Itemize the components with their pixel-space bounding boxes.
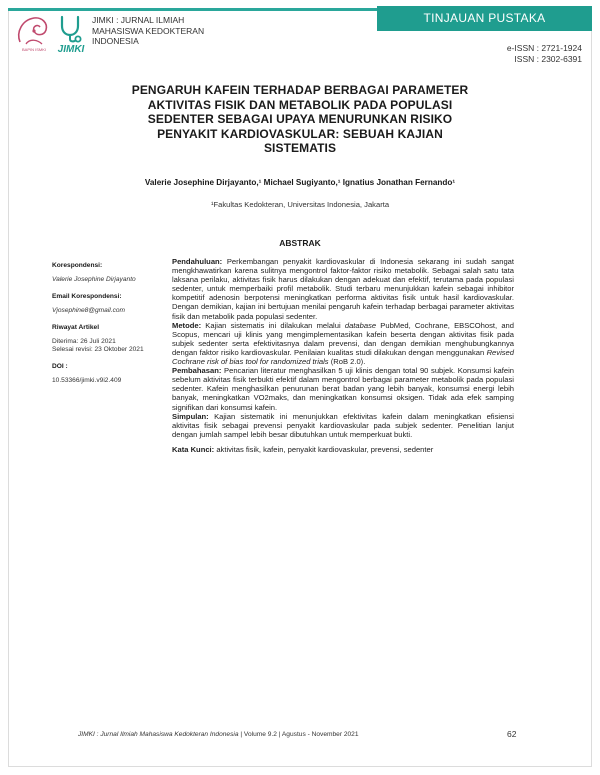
history-label: Riwayat Artikel bbox=[52, 323, 100, 331]
section-label-conclusion: Simpulan: bbox=[172, 411, 209, 421]
title-line: SEDENTER SEBAGAI UPAYA MENURUNKAN RISIKO bbox=[147, 112, 453, 126]
abstract-intro bbox=[172, 257, 514, 321]
keywords-text: aktivitas fisik, kafein, penyakit kardiovaskular, prevensi, sedenter bbox=[214, 444, 434, 454]
journal-name-line: MAHASISWA KEDOKTERAN bbox=[92, 25, 205, 36]
section-text-italic: Revised Cochrane risk of bias tool for randomized trials bbox=[172, 347, 514, 367]
received-date: Diterima: 26 Juli 2021 bbox=[52, 338, 116, 346]
bapin-emblem-icon bbox=[12, 14, 56, 48]
authors: Valerie Josephine Dirjayanto,¹ Michael Sugiyanto,¹ Ignatius Jonathan Fernando¹ bbox=[144, 178, 456, 187]
section-label: TINJAUAN PUSTAKA bbox=[377, 6, 592, 31]
keywords-label: Kata Kunci: bbox=[172, 444, 215, 454]
bapin-logo-caption: BAPIN ISMKI bbox=[21, 47, 46, 52]
journal-name-line: INDONESIA bbox=[92, 36, 139, 46]
title-line: SISTEMATIS bbox=[263, 141, 337, 155]
journal-name-line: JIMKI : JURNAL ILMIAH bbox=[92, 15, 185, 25]
issn-block bbox=[507, 43, 582, 65]
abstract-body bbox=[172, 257, 514, 454]
journal-name bbox=[92, 15, 204, 47]
revised-date: Selesai revisi: 23 Oktober 2021 bbox=[52, 346, 144, 354]
jimki-logo bbox=[54, 14, 88, 58]
title-line: AKTIVITAS FISIK DAN METABOLIK PADA POPULASI bbox=[147, 97, 453, 112]
correspondence-label: Korespondensi: bbox=[52, 262, 103, 269]
footer-journal: JIMKI : Jurnal Ilmiah Mahasiswa Kedokteran Indonesia bbox=[78, 731, 239, 738]
bapin-logo bbox=[12, 14, 56, 56]
keywords bbox=[172, 445, 514, 454]
doi-label: DOI : bbox=[52, 362, 68, 370]
article-title bbox=[60, 83, 540, 156]
page-footer bbox=[78, 731, 359, 738]
abstract-conclusion bbox=[172, 412, 514, 439]
affiliation: ¹Fakultas Kedokteran, Universitas Indonesia, Jakarta bbox=[210, 200, 390, 209]
eissn: e-ISSN : 2721-1924 bbox=[506, 43, 582, 53]
section-text: Kajian sistematis ini dilakukan melalui bbox=[201, 320, 345, 330]
jimki-logo-mark: JIMKI bbox=[57, 44, 85, 55]
section-label-intro: Pendahuluan: bbox=[172, 257, 223, 266]
title-line: PENYAKIT KARDIOVASKULAR: SEBUAH KAJIAN bbox=[157, 126, 443, 141]
article-info-sidebar bbox=[52, 262, 164, 394]
footer-volume: | Volume 9.2 | Agustus - November 2021 bbox=[238, 731, 359, 738]
abstract-discussion bbox=[172, 366, 514, 411]
section-text: (RoB 2.0). bbox=[328, 357, 366, 367]
email-value[interactable]: Vjosephine8@gmail.com bbox=[52, 307, 126, 315]
title-line: PENGARUH KAFEIN TERHADAP BERBAGAI PARAMETER bbox=[131, 83, 469, 97]
correspondence-value: Valerie Josephine Dirjayanto bbox=[52, 276, 136, 284]
section-text: Kajian sistematik ini menunjukkan efektivitas kafein dalam meningkatkan efisiensi aktivitas fisik sebagai prevensi penyakit kardiovaskular pada subjek sedenter. Penelitian lanjut dengan jumlah sampel lebih besar dibutuhkan untuk memperkuat bukti. bbox=[172, 411, 514, 439]
abstract-method bbox=[172, 321, 514, 366]
section-text: Perkembangan penyakit kardiovaskular di Indonesia sekarang ini sudah sangat mengkhawatirkan karena sulitnya mengontrol faktor-faktor risiko metabolik. Sebagai salah satu tata laksana perilaku, aktivitas fisik harus dilakukan dengan adekuat dan efektif, terutama pada populasi sedenter, untuk memperbaiki profil metabolik. Studi terbaru menunjukkan kafein sebagai inhibitor kompetitif adenosin berpotensi meningkatkan performa aktivitas fisik untuk hasil kardiovaskular. Dengan demikian, kajian ini bertujuan menilai pengaruh kafein terhadap berbagai parameter aktivitas fisik dan metabolik pada populasi sedenter. bbox=[172, 257, 514, 321]
page-number: 62 bbox=[507, 729, 517, 739]
section-label-method: Metode: bbox=[172, 320, 202, 330]
doi-value[interactable]: 10.53366/jimki.v9i2.409 bbox=[52, 377, 122, 385]
section-text: Pencarian literatur menghasilkan 5 uji klinis dengan total 90 subjek. Konsumsi kafein sebelum aktivitas fisik terbukti efektif dalam mengontrol berbagai parameter metabolik pada populasi sedenter. Kafein menghasilkan penurunan berat badan yang lebih banyak, konsumsi energi lebih banyak, meningkatkan VO2maks, dan meningkatkan konsumsi oksigen. Tidak ada efek samping signifikan dari konsumsi kafein. bbox=[172, 366, 514, 412]
section-text-italic: database bbox=[344, 320, 377, 330]
email-label: Email Korespondensi: bbox=[52, 292, 122, 300]
section-text: PubMed, Cochrane, EBSCOhost, and Scopus, mencari uji klinis yang mengimplementasikan kafein beserta dengan aktivitas fisik pada subjek sedenter serta efektivitasnya dalam prevensi, dan dengan demikian menghubungkannya dengan faktor risiko kardiovaskular. Penilaian kualitas studi dilakukan dengan menggunakan bbox=[172, 320, 514, 357]
issn: ISSN : 2302-6391 bbox=[514, 54, 582, 64]
abstract-heading: ABSTRAK bbox=[279, 238, 321, 248]
stethoscope-icon bbox=[54, 14, 88, 44]
section-label-discussion: Pembahasan: bbox=[172, 366, 222, 376]
